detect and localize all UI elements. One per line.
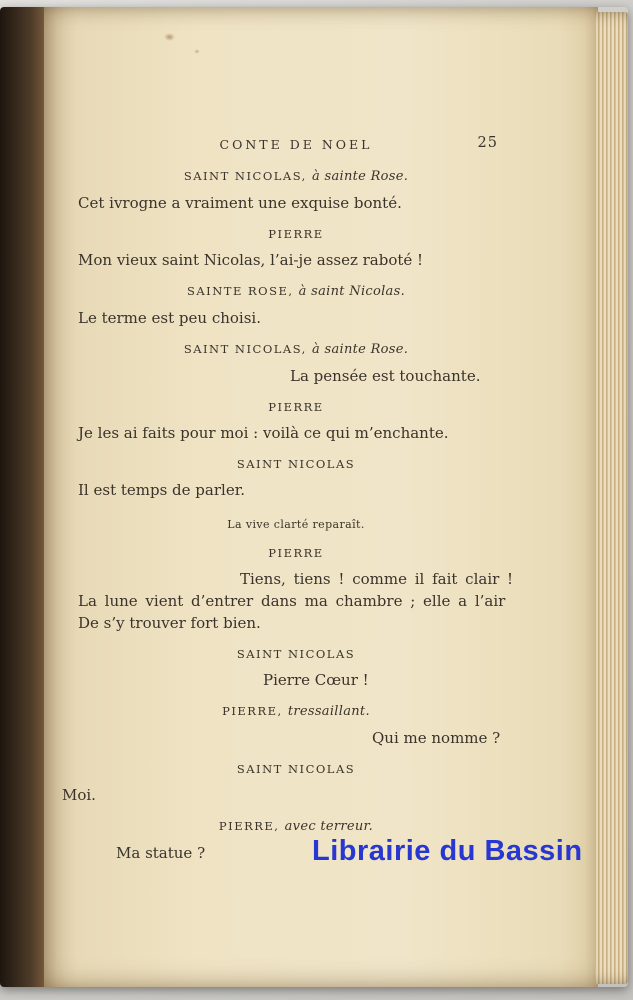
running-title: CONTE DE NOEL <box>219 137 373 152</box>
cue-line <box>78 761 514 777</box>
speaker-name: PIERRE <box>268 227 324 241</box>
stage-direction-inline: avec terreur. <box>284 819 374 834</box>
paper-stain <box>194 49 200 54</box>
dialogue-line: La pensée est touchante. <box>290 367 481 385</box>
dialogue-line: Il est temps de parler. <box>78 481 245 499</box>
speaker-name: SAINT NICOLAS <box>236 647 356 661</box>
stage-direction-inline: à sainte Rose. <box>311 342 409 357</box>
dialogue-line: Pierre Cœur ! <box>263 671 369 689</box>
dialogue-line: Moi. <box>62 786 96 804</box>
watermark: Librairie du Bassin <box>312 835 583 867</box>
verse-line: De s’y trouver fort bien. <box>78 614 261 632</box>
cue-line <box>78 226 514 242</box>
book-page <box>44 7 598 987</box>
stage-direction-inline: à sainte Rose. <box>311 169 409 184</box>
dialogue-line: Mon vieux saint Nicolas, l’ai-je assez raboté ! <box>78 251 424 269</box>
speaker-name: SAINTE ROSE, <box>186 284 294 298</box>
book <box>0 7 628 987</box>
cue-line <box>78 646 514 662</box>
cue-line <box>78 283 514 300</box>
speaker-name: SAINT NICOLAS, <box>183 169 307 183</box>
verse-line: Tiens, tiens ! comme il fait clair ! <box>240 570 514 588</box>
dialogue-line: Je les ai faits pour moi : voilà ce qui m’enchante. <box>78 424 449 442</box>
stage-direction: La vive clarté reparaît. <box>227 518 365 531</box>
dialogue-line: Qui me nomme ? <box>372 729 501 747</box>
page-stack-edge <box>595 12 628 984</box>
paper-stain <box>164 33 175 41</box>
page-text <box>62 135 514 863</box>
dialogue-line: Cet ivrogne a vraiment une exquise bonté. <box>78 194 402 212</box>
speaker-name: PIERRE <box>268 546 324 560</box>
cue-line <box>78 818 514 835</box>
cue-line <box>78 399 514 415</box>
cue-line <box>78 456 514 472</box>
stage-direction-inline: à saint Nicolas. <box>298 284 406 299</box>
speaker-name: SAINT NICOLAS <box>236 457 356 471</box>
cue-line <box>78 545 514 561</box>
cue-line <box>78 168 514 185</box>
page-header <box>78 137 514 155</box>
cue-line <box>78 341 514 358</box>
cue-line <box>78 703 514 720</box>
book-spine <box>0 7 46 987</box>
verse-line: La lune vient d’entrer dans ma chambre ; elle a l’air <box>78 592 506 610</box>
speaker-name: SAINT NICOLAS, <box>183 342 307 356</box>
dialogue-line: Le terme est peu choisi. <box>78 309 261 327</box>
stage-direction-inline: tressaillant. <box>287 704 370 719</box>
speaker-name: SAINT NICOLAS <box>236 762 356 776</box>
page-number: 25 <box>477 135 498 151</box>
dialogue-line: Ma statue ? <box>116 844 206 862</box>
speaker-name: PIERRE, <box>218 819 280 833</box>
speaker-name: PIERRE, <box>222 704 283 718</box>
speaker-name: PIERRE <box>268 400 324 414</box>
